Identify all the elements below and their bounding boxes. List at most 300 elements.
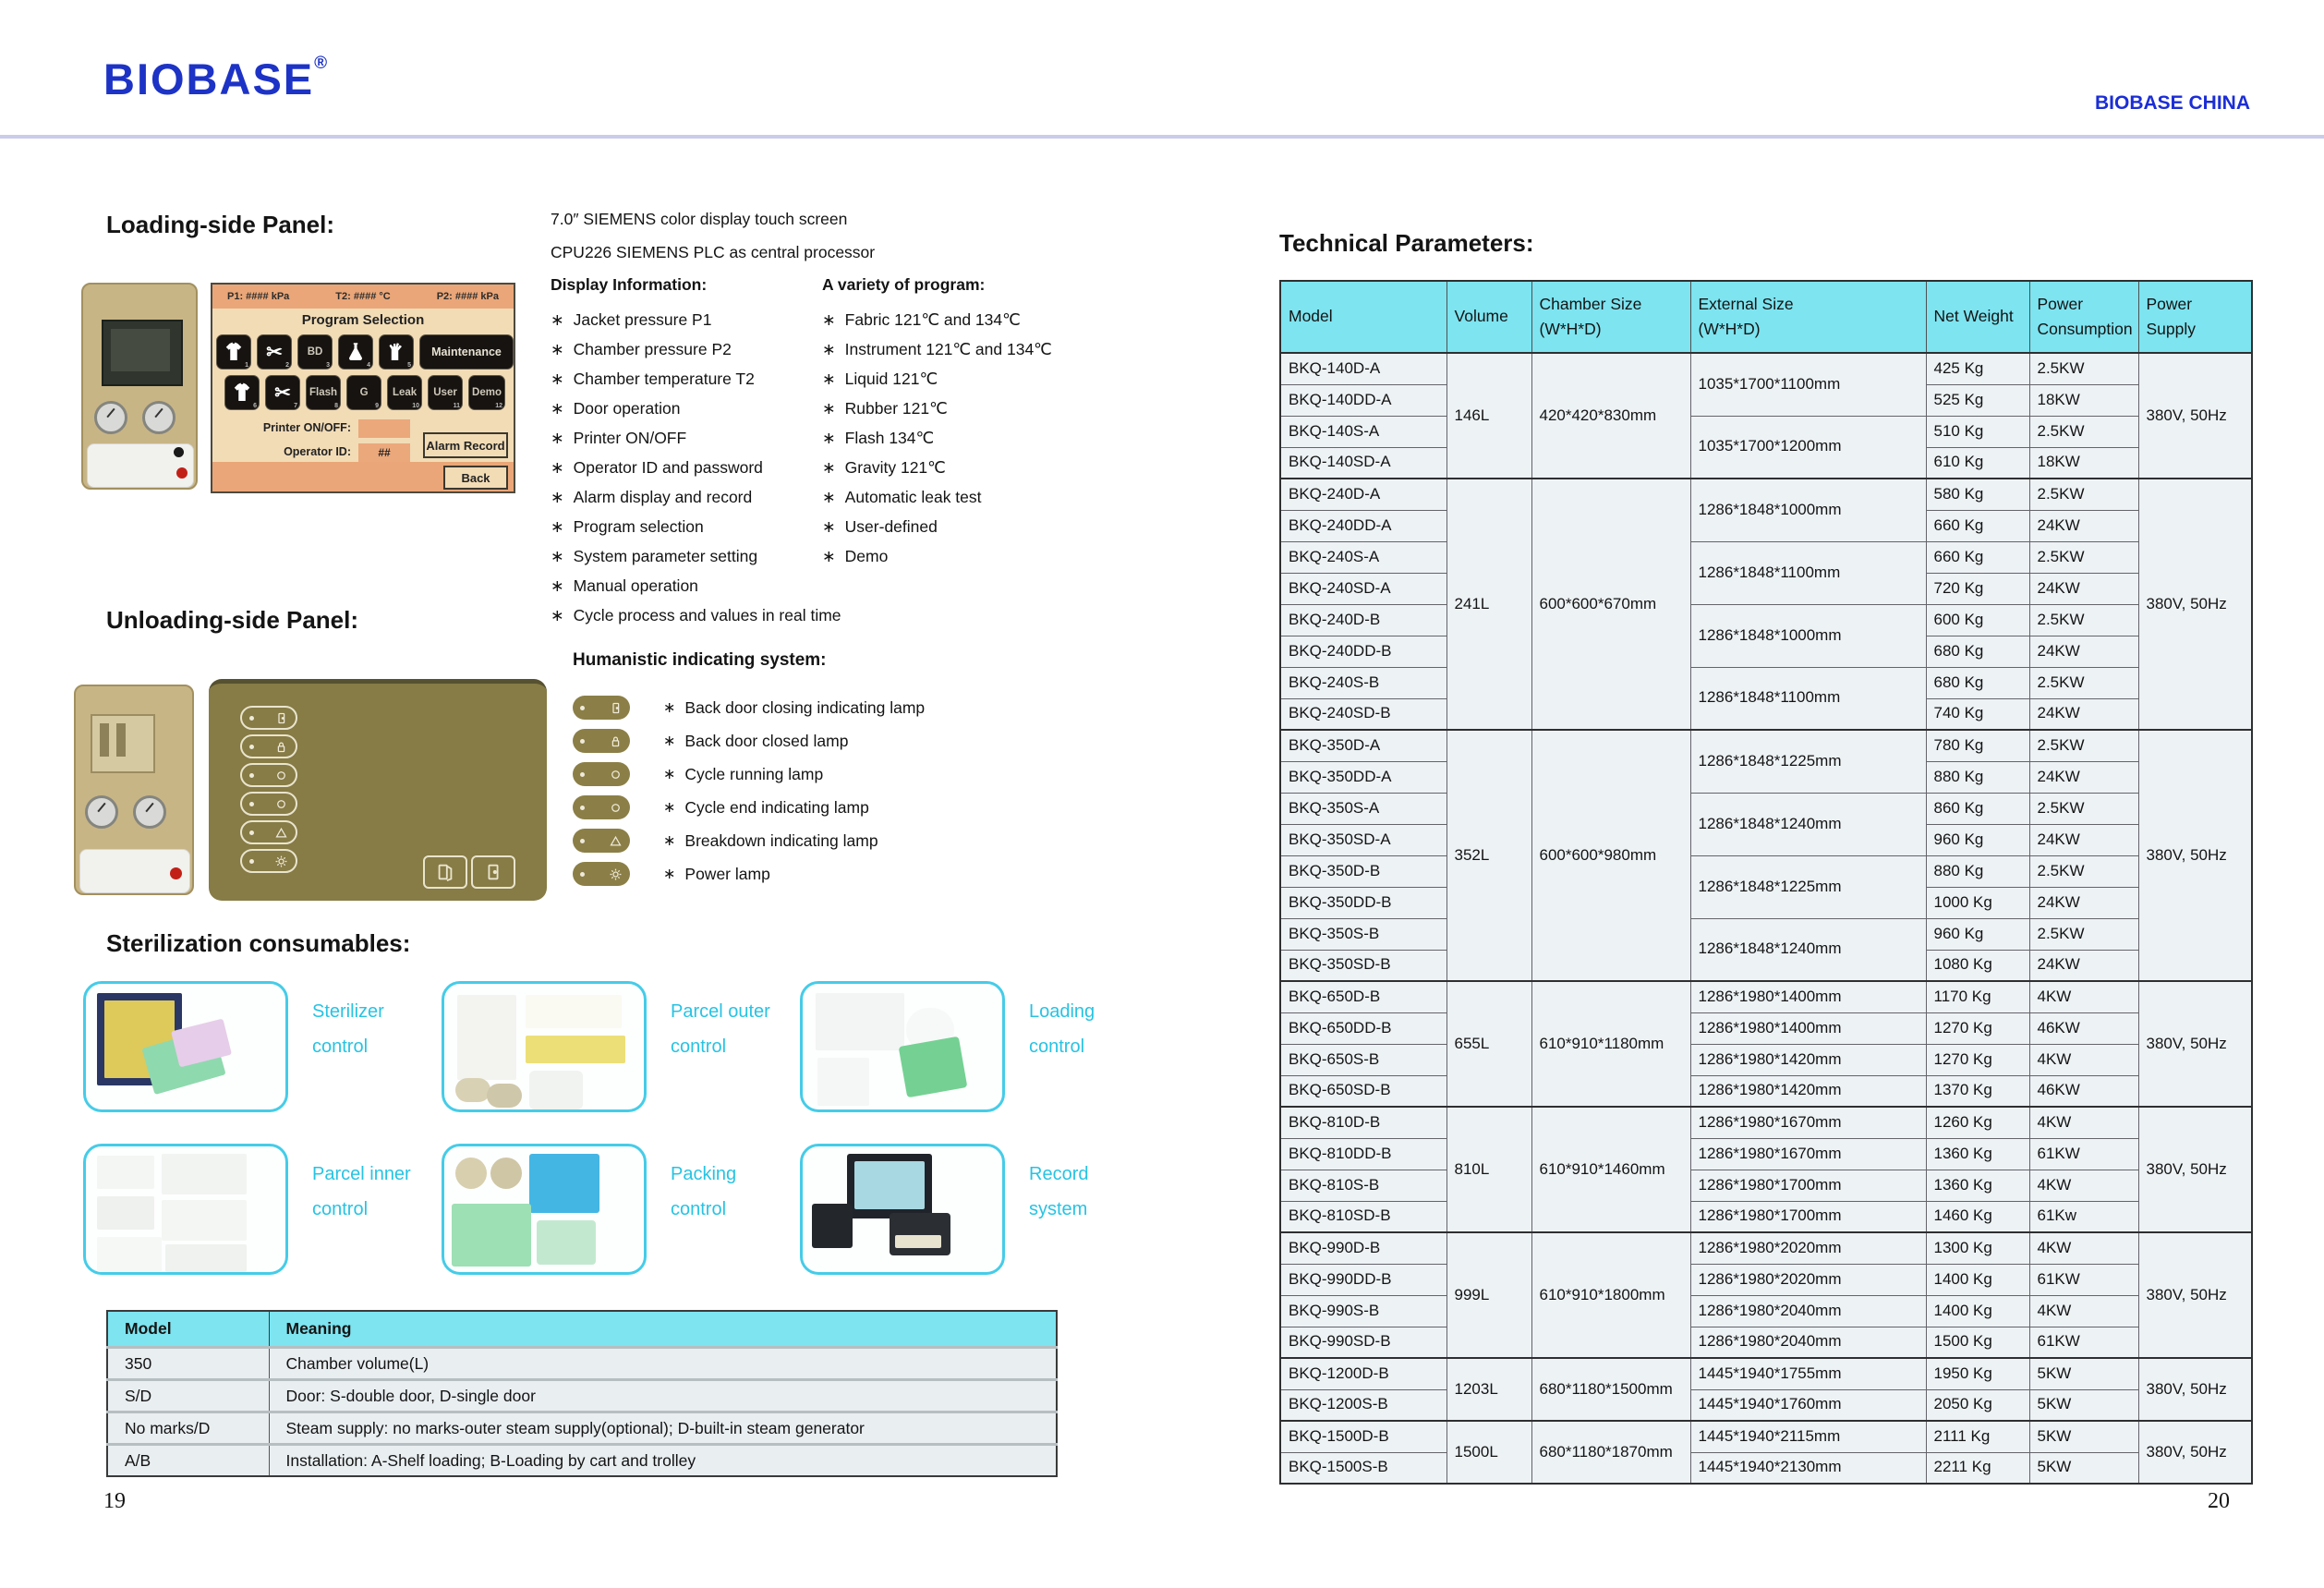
door-lamp-icon bbox=[573, 696, 630, 720]
net-weight-cell: 600 Kg bbox=[1926, 604, 2029, 636]
leak-program-button[interactable] bbox=[387, 375, 422, 410]
asterisk-bullet: ∗ bbox=[663, 700, 676, 716]
door-close-button[interactable] bbox=[471, 855, 515, 889]
loading-side-device bbox=[81, 283, 198, 490]
parcel-inner-control-photo bbox=[83, 1144, 288, 1275]
power-consumption-cell: 2.5KW bbox=[2029, 730, 2138, 761]
pressure-gauge bbox=[133, 795, 166, 829]
model-cell: BKQ-1500D-B bbox=[1280, 1421, 1446, 1452]
volume-cell: 655L bbox=[1446, 981, 1531, 1107]
tech-table-row bbox=[1280, 1012, 2252, 1044]
meaning-text-cell: Door: S-double door, D-single door bbox=[269, 1380, 1057, 1412]
lock-glyph-icon bbox=[609, 734, 623, 748]
net-weight-cell: 960 Kg bbox=[1926, 918, 2029, 950]
net-weight-cell: 1000 Kg bbox=[1926, 887, 2029, 918]
net-weight-cell: 960 Kg bbox=[1926, 824, 2029, 855]
power-consumption-cell: 5KW bbox=[2029, 1421, 2138, 1452]
power-consumption-cell: 4KW bbox=[2029, 1107, 2138, 1138]
model-cell: BKQ-1200S-B bbox=[1280, 1389, 1446, 1421]
power-consumption-cell: 2.5KW bbox=[2029, 918, 2138, 950]
model-cell: BKQ-140DD-A bbox=[1280, 384, 1446, 416]
power-consumption-cell: 24KW bbox=[2029, 761, 2138, 793]
list-item bbox=[551, 453, 822, 482]
net-weight-cell: 510 Kg bbox=[1926, 416, 2029, 447]
chamber-size-cell: 680*1180*1500mm bbox=[1531, 1358, 1690, 1421]
net-weight-cell: 2111 Kg bbox=[1926, 1421, 2029, 1452]
photo-shape bbox=[97, 1237, 162, 1272]
tech-table-row bbox=[1280, 1452, 2252, 1484]
list-item-label: Jacket pressure P1 bbox=[573, 310, 712, 329]
chamber-size-cell: 600*600*980mm bbox=[1531, 730, 1690, 981]
power-supply-cell: 380V, 50Hz bbox=[2138, 1107, 2252, 1232]
list-item bbox=[551, 394, 822, 423]
meaning-table-row bbox=[107, 1348, 1057, 1380]
photo-shape bbox=[526, 995, 622, 1028]
power-consumption-cell: 2.5KW bbox=[2029, 604, 2138, 636]
asterisk-bullet: ∗ bbox=[663, 733, 676, 749]
program-button-number: 1 bbox=[245, 362, 248, 369]
net-weight-cell: 1170 Kg bbox=[1926, 981, 2029, 1012]
lock-lamp-icon bbox=[573, 729, 630, 753]
intro-line-1: 7.0″ SIEMENS color display touch screen bbox=[551, 210, 848, 228]
net-weight-cell: 860 Kg bbox=[1926, 793, 2029, 824]
external-size-cell: 1035*1700*1200mm bbox=[1690, 416, 1926, 479]
meaning-table-body bbox=[107, 1348, 1057, 1477]
header-line1: Net Weight bbox=[1933, 307, 2014, 326]
tech-table-row bbox=[1280, 793, 2252, 824]
meaning-text-cell: Installation: A-Shelf loading; B-Loading by cart and trolley bbox=[269, 1445, 1057, 1477]
model-cell: BKQ-990S-B bbox=[1280, 1295, 1446, 1327]
unloading-panel-graphic bbox=[74, 679, 547, 901]
bd-program-button[interactable] bbox=[297, 334, 333, 370]
back-button[interactable]: Back bbox=[443, 466, 508, 490]
power-consumption-cell: 61KW bbox=[2029, 1264, 2138, 1295]
lamp-dot bbox=[249, 716, 254, 721]
model-cell: BKQ-650SD-B bbox=[1280, 1075, 1446, 1107]
power-consumption-cell: 24KW bbox=[2029, 950, 2138, 981]
maintenance-program-button[interactable] bbox=[419, 334, 514, 370]
meaning-model-cell: 350 bbox=[107, 1348, 269, 1380]
external-size-cell: 1286*1848*1240mm bbox=[1690, 918, 1926, 981]
net-weight-cell: 1260 Kg bbox=[1926, 1107, 2029, 1138]
power-consumption-cell: 2.5KW bbox=[2029, 793, 2138, 824]
list-item bbox=[822, 364, 1099, 394]
shirt-program-button[interactable] bbox=[216, 334, 251, 370]
list-item-label: Automatic leak test bbox=[844, 488, 982, 506]
glove-icon bbox=[385, 341, 407, 363]
triangle-lamp-icon bbox=[573, 829, 630, 853]
volume-cell: 1203L bbox=[1446, 1358, 1531, 1421]
asterisk-bullet: ∗ bbox=[822, 340, 836, 358]
power-consumption-cell: 2.5KW bbox=[2029, 353, 2138, 384]
model-meaning-table bbox=[106, 1310, 1058, 1477]
intro-line-2: CPU226 SIEMENS PLC as central processor bbox=[551, 243, 876, 261]
power-consumption-cell: 24KW bbox=[2029, 573, 2138, 604]
power-consumption-cell: 4KW bbox=[2029, 1170, 2138, 1201]
lamp-dot bbox=[249, 745, 254, 749]
power-consumption-cell: 2.5KW bbox=[2029, 667, 2138, 698]
circle-glyph-icon bbox=[274, 769, 288, 782]
program-button-number: 8 bbox=[334, 403, 339, 409]
meaning-model-cell: A/B bbox=[107, 1445, 269, 1477]
shirt-icon bbox=[231, 382, 253, 404]
meaning-header-cell: Model bbox=[107, 1311, 269, 1348]
program-button-number: 4 bbox=[367, 362, 370, 369]
device-display bbox=[102, 320, 183, 386]
photo-shape bbox=[490, 1158, 522, 1189]
model-cell: BKQ-240D-B bbox=[1280, 604, 1446, 636]
program-button-number: 7 bbox=[294, 403, 297, 409]
model-cell: BKQ-810S-B bbox=[1280, 1170, 1446, 1201]
lamp-list-item bbox=[573, 794, 925, 820]
list-item bbox=[551, 423, 822, 453]
consumable-label: Sterilizer control bbox=[312, 1001, 384, 1057]
model-cell: BKQ-650D-B bbox=[1280, 981, 1446, 1012]
external-size-cell: 1286*1848*1000mm bbox=[1690, 604, 1926, 667]
tech-table-row bbox=[1280, 981, 2252, 1012]
list-item-label: Door operation bbox=[573, 399, 681, 418]
net-weight-cell: 1080 Kg bbox=[1926, 950, 2029, 981]
chamber-size-cell: 610*910*1460mm bbox=[1531, 1107, 1690, 1232]
flask-icon bbox=[345, 341, 367, 363]
external-size-cell: 1445*1940*2130mm bbox=[1690, 1452, 1926, 1484]
external-size-cell: 1286*1848*1100mm bbox=[1690, 541, 1926, 604]
photo-shape bbox=[452, 1204, 531, 1267]
external-size-cell: 1286*1980*2040mm bbox=[1690, 1295, 1926, 1327]
photo-shape bbox=[526, 1036, 625, 1063]
volume-cell: 999L bbox=[1446, 1232, 1531, 1358]
glove-program-button[interactable] bbox=[379, 334, 414, 370]
header-line1: Volume bbox=[1454, 307, 1508, 326]
lamp-list-item bbox=[573, 861, 925, 887]
photo-shape bbox=[817, 1058, 869, 1106]
list-item bbox=[822, 423, 1099, 453]
tech-table-row bbox=[1280, 1327, 2252, 1358]
circle-lamp-icon bbox=[240, 792, 297, 816]
program-button-label: Leak bbox=[392, 387, 418, 398]
program-button-number: 12 bbox=[495, 403, 502, 409]
circle-lamp-icon bbox=[573, 795, 630, 819]
list-item-label: Operator ID and password bbox=[573, 458, 763, 477]
photo-shape bbox=[537, 1220, 596, 1265]
list-item bbox=[551, 571, 822, 600]
lamp-list-item bbox=[573, 761, 925, 787]
model-cell: BKQ-810SD-B bbox=[1280, 1201, 1446, 1232]
power-supply-cell: 380V, 50Hz bbox=[2138, 1421, 2252, 1484]
printer-onoff-field[interactable] bbox=[358, 419, 410, 438]
model-cell: BKQ-650DD-B bbox=[1280, 1012, 1446, 1044]
tech-table-row bbox=[1280, 541, 2252, 573]
list-item bbox=[822, 305, 1099, 334]
net-weight-cell: 425 Kg bbox=[1926, 353, 2029, 384]
tech-header-cell bbox=[1690, 281, 1926, 353]
net-weight-cell: 1270 Kg bbox=[1926, 1012, 2029, 1044]
power-glyph-icon bbox=[609, 867, 623, 881]
g-program-button[interactable] bbox=[346, 375, 381, 410]
pressure-gauge bbox=[142, 401, 176, 434]
model-cell: BKQ-140S-A bbox=[1280, 416, 1446, 447]
power-supply-cell: 380V, 50Hz bbox=[2138, 479, 2252, 730]
header-line1: External Size bbox=[1698, 294, 1794, 313]
door-glyph-icon bbox=[609, 701, 623, 715]
asterisk-bullet: ∗ bbox=[551, 517, 564, 536]
loading-panel-heading: Loading-side Panel: bbox=[106, 211, 335, 238]
asterisk-bullet: ∗ bbox=[551, 576, 564, 595]
net-weight-cell: 660 Kg bbox=[1926, 541, 2029, 573]
power-consumption-cell: 61KW bbox=[2029, 1327, 2138, 1358]
external-size-cell: 1286*1980*1670mm bbox=[1690, 1107, 1926, 1138]
net-weight-cell: 1360 Kg bbox=[1926, 1170, 2029, 1201]
chamber-size-cell: 600*600*670mm bbox=[1531, 479, 1690, 730]
list-item-label: Instrument 121℃ and 134℃ bbox=[844, 340, 1052, 358]
lamp-list-item bbox=[573, 728, 925, 754]
list-item-label: Chamber pressure P2 bbox=[573, 340, 732, 358]
red-button[interactable] bbox=[170, 867, 182, 879]
device-display bbox=[91, 714, 155, 773]
model-cell: BKQ-240S-B bbox=[1280, 667, 1446, 698]
meaning-model-cell: No marks/D bbox=[107, 1412, 269, 1445]
asterisk-bullet: ∗ bbox=[551, 429, 564, 447]
power-consumption-cell: 46KW bbox=[2029, 1075, 2138, 1107]
list-item bbox=[822, 334, 1099, 364]
program-button-label: Flash bbox=[309, 387, 338, 398]
power-supply-cell: 380V, 50Hz bbox=[2138, 730, 2252, 981]
power-consumption-cell: 2.5KW bbox=[2029, 479, 2138, 510]
external-size-cell: 1445*1940*1760mm bbox=[1690, 1389, 1926, 1421]
tech-table-row bbox=[1280, 855, 2252, 887]
flask-program-button[interactable] bbox=[338, 334, 373, 370]
photo-shape bbox=[455, 1158, 487, 1189]
net-weight-cell: 880 Kg bbox=[1926, 855, 2029, 887]
technical-parameters-table bbox=[1279, 280, 2253, 1485]
header-line2: Consumption bbox=[2037, 320, 2133, 338]
asterisk-bullet: ∗ bbox=[822, 547, 836, 565]
net-weight-cell: 1300 Kg bbox=[1926, 1232, 2029, 1264]
asterisk-bullet: ∗ bbox=[551, 310, 564, 329]
lamp-dot bbox=[249, 802, 254, 806]
lamp-label: Cycle end indicating lamp bbox=[684, 797, 869, 817]
alarm-record-button[interactable]: Alarm Record bbox=[423, 432, 508, 458]
power-consumption-cell: 2.5KW bbox=[2029, 416, 2138, 447]
model-cell: BKQ-240S-A bbox=[1280, 541, 1446, 573]
tech-table-row bbox=[1280, 479, 2252, 510]
external-size-cell: 1286*1980*1700mm bbox=[1690, 1170, 1926, 1201]
header-divider bbox=[0, 135, 2324, 139]
net-weight-cell: 1400 Kg bbox=[1926, 1264, 2029, 1295]
parcel-outer-control-cell bbox=[442, 981, 800, 1112]
list-item bbox=[551, 512, 822, 541]
net-weight-cell: 610 Kg bbox=[1926, 447, 2029, 479]
user-program-button[interactable] bbox=[428, 375, 463, 410]
program-button-number: 2 bbox=[285, 362, 289, 369]
red-button[interactable] bbox=[176, 467, 188, 479]
asterisk-bullet: ∗ bbox=[822, 370, 836, 388]
net-weight-cell: 680 Kg bbox=[1926, 636, 2029, 667]
lamp-dot bbox=[580, 872, 585, 877]
power-consumption-cell: 18KW bbox=[2029, 447, 2138, 479]
model-cell: BKQ-990DD-B bbox=[1280, 1264, 1446, 1295]
shirt-program-button[interactable] bbox=[224, 375, 260, 410]
model-cell: BKQ-240D-A bbox=[1280, 479, 1446, 510]
list-item bbox=[822, 541, 1099, 571]
power-consumption-cell: 5KW bbox=[2029, 1389, 2138, 1421]
black-button[interactable] bbox=[174, 447, 184, 457]
meaning-table-row bbox=[107, 1445, 1057, 1477]
consumable-label: Packing control bbox=[671, 1164, 737, 1219]
scissors-icon: ✂ bbox=[266, 341, 283, 363]
list-item bbox=[822, 482, 1099, 512]
consumable-label: Parcel inner control bbox=[312, 1164, 411, 1219]
lamp-label: Back door closing indicating lamp bbox=[684, 697, 926, 717]
power-consumption-cell: 24KW bbox=[2029, 698, 2138, 730]
photo-shape bbox=[457, 995, 516, 1080]
asterisk-bullet: ∗ bbox=[551, 547, 564, 565]
page-number-left: 19 bbox=[103, 1489, 126, 1513]
header-line2: (W*H*D) bbox=[1539, 320, 1602, 338]
header-line1: Power Supply bbox=[2146, 294, 2197, 338]
asterisk-bullet: ∗ bbox=[551, 458, 564, 477]
photo-shape bbox=[816, 993, 904, 1050]
demo-program-button[interactable] bbox=[468, 375, 505, 410]
scissors-program-button[interactable] bbox=[265, 375, 300, 410]
photo-shape bbox=[162, 1154, 247, 1194]
power-lamp-icon bbox=[240, 849, 297, 873]
list-item-label: System parameter setting bbox=[573, 547, 758, 565]
program-selection-title: Program Selection bbox=[301, 312, 425, 328]
tech-table-row bbox=[1280, 730, 2252, 761]
consumable-label: Record system bbox=[1029, 1164, 1089, 1219]
loading-control-cell bbox=[800, 981, 1158, 1112]
net-weight-cell: 580 Kg bbox=[1926, 479, 2029, 510]
external-size-cell: 1286*1980*1670mm bbox=[1690, 1138, 1926, 1170]
photo-shape bbox=[162, 1200, 247, 1241]
model-cell: BKQ-350SD-A bbox=[1280, 824, 1446, 855]
scissors-program-button[interactable] bbox=[257, 334, 292, 370]
list-item-label: Gravity 121℃ bbox=[844, 458, 946, 477]
display-info-heading: Display Information: bbox=[551, 275, 708, 294]
header-line1: Power bbox=[2037, 294, 2084, 313]
display-info-list bbox=[551, 305, 841, 630]
net-weight-cell: 1360 Kg bbox=[1926, 1138, 2029, 1170]
asterisk-bullet: ∗ bbox=[551, 340, 564, 358]
photo-shape bbox=[97, 1156, 154, 1189]
display-description-block bbox=[551, 209, 1105, 630]
shirt-icon bbox=[223, 341, 245, 363]
operator-id-field[interactable]: ## bbox=[358, 443, 410, 462]
volume-cell: 146L bbox=[1446, 353, 1531, 479]
asterisk-bullet: ∗ bbox=[822, 488, 836, 506]
asterisk-bullet: ∗ bbox=[551, 606, 564, 624]
program-button-label: User bbox=[433, 387, 457, 398]
power-consumption-cell: 5KW bbox=[2029, 1452, 2138, 1484]
list-item bbox=[551, 482, 822, 512]
indicator-panel bbox=[209, 679, 547, 901]
list-item-label: Flash 134℃ bbox=[844, 429, 935, 447]
tech-header-cell bbox=[2138, 281, 2252, 353]
list-item-label: Program selection bbox=[573, 517, 704, 536]
power-supply-cell: 380V, 50Hz bbox=[2138, 353, 2252, 479]
program-buttons-row2 bbox=[224, 375, 506, 410]
lamp-dot bbox=[580, 806, 585, 810]
triangle-glyph-icon bbox=[609, 834, 623, 848]
model-cell: BKQ-240DD-A bbox=[1280, 510, 1446, 541]
header-line1: Chamber Size bbox=[1539, 294, 1642, 313]
technical-parameters-heading: Technical Parameters: bbox=[1279, 229, 1534, 257]
list-item bbox=[551, 600, 841, 630]
program-button-label: Maintenance bbox=[431, 345, 502, 358]
photo-shape bbox=[899, 1036, 968, 1098]
circle-glyph-icon bbox=[609, 768, 623, 782]
tech-table-row bbox=[1280, 353, 2252, 384]
door-open-button[interactable] bbox=[423, 855, 467, 889]
power-glyph-icon bbox=[274, 855, 288, 868]
asterisk-bullet: ∗ bbox=[663, 833, 676, 849]
scissors-icon: ✂ bbox=[274, 382, 291, 404]
external-size-cell: 1445*1940*1755mm bbox=[1690, 1358, 1926, 1389]
consumables-row-2 bbox=[83, 1144, 1158, 1275]
asterisk-bullet: ∗ bbox=[822, 517, 836, 536]
lamp-label: Breakdown indicating lamp bbox=[684, 830, 878, 850]
net-weight-cell: 1400 Kg bbox=[1926, 1295, 2029, 1327]
unloading-side-device bbox=[74, 685, 194, 895]
photo-shape bbox=[487, 1084, 522, 1108]
net-weight-cell: 1500 Kg bbox=[1926, 1327, 2029, 1358]
asterisk-bullet: ∗ bbox=[822, 399, 836, 418]
net-weight-cell: 1370 Kg bbox=[1926, 1075, 2029, 1107]
record-system-photo bbox=[800, 1144, 1005, 1275]
list-item bbox=[551, 334, 822, 364]
power-consumption-cell: 24KW bbox=[2029, 887, 2138, 918]
list-item-label: Printer ON/OFF bbox=[573, 429, 687, 447]
power-lamp-icon bbox=[573, 862, 630, 886]
pressure-gauge bbox=[94, 401, 127, 434]
photo-shape bbox=[890, 1213, 950, 1255]
lamp-dot bbox=[580, 839, 585, 843]
model-cell: BKQ-240SD-B bbox=[1280, 698, 1446, 730]
model-cell: BKQ-240SD-A bbox=[1280, 573, 1446, 604]
tech-table-row bbox=[1280, 1421, 2252, 1452]
list-item-label: Fabric 121℃ and 134℃ bbox=[844, 310, 1021, 329]
tech-table-row bbox=[1280, 918, 2252, 950]
asterisk-bullet: ∗ bbox=[822, 310, 836, 329]
door-glyph-icon bbox=[274, 711, 288, 725]
power-supply-cell: 380V, 50Hz bbox=[2138, 1232, 2252, 1358]
tech-table-row bbox=[1280, 1232, 2252, 1264]
net-weight-cell: 660 Kg bbox=[1926, 510, 2029, 541]
model-cell: BKQ-990D-B bbox=[1280, 1232, 1446, 1264]
model-cell: BKQ-350D-B bbox=[1280, 855, 1446, 887]
lamp-label: Power lamp bbox=[684, 864, 770, 883]
programs-heading: A variety of program: bbox=[822, 275, 986, 294]
model-cell: BKQ-650S-B bbox=[1280, 1044, 1446, 1075]
pressure-gauge bbox=[85, 795, 118, 829]
volume-cell: 241L bbox=[1446, 479, 1531, 730]
list-item-label: Alarm display and record bbox=[573, 488, 753, 506]
record-system-cell bbox=[800, 1144, 1158, 1275]
tech-table-row bbox=[1280, 1264, 2252, 1295]
flash-program-button[interactable] bbox=[306, 375, 341, 410]
external-size-cell: 1286*1848*1000mm bbox=[1690, 479, 1926, 541]
chamber-size-cell: 610*910*1800mm bbox=[1531, 1232, 1690, 1358]
external-size-cell: 1286*1980*1420mm bbox=[1690, 1044, 1926, 1075]
net-weight-cell: 740 Kg bbox=[1926, 698, 2029, 730]
list-item bbox=[551, 541, 822, 571]
model-cell: BKQ-140SD-A bbox=[1280, 447, 1446, 479]
lamp-dot bbox=[249, 830, 254, 835]
list-item bbox=[551, 305, 822, 334]
meaning-table-row bbox=[107, 1380, 1057, 1412]
lamp-list-item bbox=[573, 828, 925, 854]
